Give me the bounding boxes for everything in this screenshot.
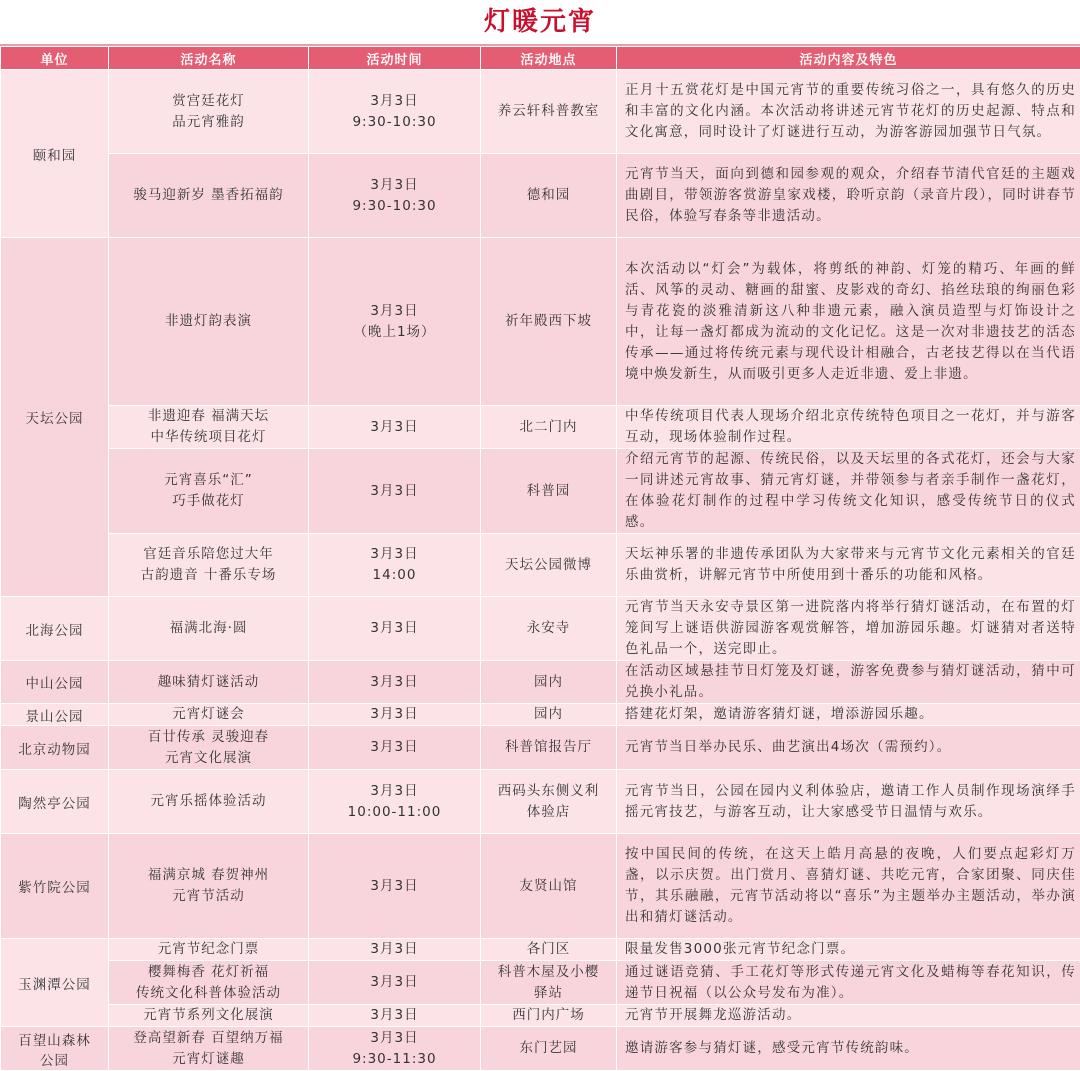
activity-name: 元宵乐摇体验活动 (109, 770, 309, 834)
activity-place: 德和园 (481, 154, 617, 238)
activity-place: 友贤山馆 (481, 834, 617, 939)
table-header-row (1, 47, 1080, 70)
unit-cell: 颐和园 (1, 70, 109, 238)
table-row (1, 961, 1080, 1005)
activity-time: 3月3日 10:00-11:00 (309, 770, 481, 834)
activity-name: 福满京城 春贺神州 元宵节活动 (109, 834, 309, 939)
table-row (1, 939, 1080, 961)
activity-name: 赏宫廷花灯 品元宵雅韵 (109, 70, 309, 154)
activity-desc: 按中国民间的传统，在这天上皓月高悬的夜晚，人们要点起彩灯万盏，以示庆贺。出门赏月、喜猜灯谜、共吃元宵，合家团聚、同庆佳节，其乐融融，元宵节活动将以“喜乐”为主题举办主题活动，举办演出和猜灯谜活动。 (617, 834, 1080, 939)
table-row (1, 406, 1080, 449)
activity-time: 3月3日 (309, 449, 481, 534)
header-activity-place: 活动地点 (481, 47, 617, 70)
activity-place: 各门区 (481, 939, 617, 961)
header-activity-time: 活动时间 (309, 47, 481, 70)
unit-cell: 北海公园 (1, 597, 109, 661)
activity-place: 西门内广场 (481, 1005, 617, 1027)
activity-desc: 通过谜语竞猜、手工花灯等形式传递元宵文化及蜡梅等春花知识，传递节日祝福（以公众号发布为准）。 (617, 961, 1080, 1005)
activity-name: 非遗迎春 福满天坛 中华传统项目花灯 (109, 406, 309, 449)
activity-time: 3月3日 9:30-11:30 (309, 1027, 481, 1071)
activity-desc: 元宵节当天永安寺景区第一进院落内将举行猜灯谜活动，在布置的灯笼间写上谜语供游园游客观赏解答，增加游园乐趣。灯谜猜对者送特色礼品一个，送完即止。 (617, 597, 1080, 661)
activity-place: 天坛公园微博 (481, 534, 617, 597)
activity-time: 3月3日 (309, 406, 481, 449)
header-activity-content: 活动内容及特色 (617, 47, 1080, 70)
activity-place: 祈年殿西下坡 (481, 238, 617, 406)
table-row (1, 1005, 1080, 1027)
unit-cell: 北京动物园 (1, 726, 109, 770)
unit-cell: 中山公园 (1, 661, 109, 704)
activity-name: 骏马迎新岁 墨香拓福韵 (109, 154, 309, 238)
activity-desc: 元宵节开展舞龙巡游活动。 (617, 1005, 1080, 1027)
activity-name: 非遗灯韵表演 (109, 238, 309, 406)
table-row (1, 534, 1080, 597)
activity-time: 3月3日 9:30-10:30 (309, 154, 481, 238)
activity-time: 3月3日 (309, 726, 481, 770)
activity-time: 3月3日 14:00 (309, 534, 481, 597)
activity-place: 永安寺 (481, 597, 617, 661)
activity-time: 3月3日 (309, 1005, 481, 1027)
table-row (1, 661, 1080, 704)
activity-place: 园内 (481, 704, 617, 726)
activity-desc: 天坛神乐署的非遗传承团队为大家带来与元宵节文化元素相关的官廷乐曲赏析，讲解元宵节中所使用到十番乐的功能和风格。 (617, 534, 1080, 597)
activity-time: 3月3日 (309, 661, 481, 704)
activity-name: 官廷音乐陪您过大年 古韵遗音 十番乐专场 (109, 534, 309, 597)
activity-place: 园内 (481, 661, 617, 704)
activity-time: 3月3日 (309, 597, 481, 661)
unit-cell: 紫竹院公园 (1, 834, 109, 939)
header-unit: 单位 (1, 47, 109, 70)
activity-name: 趣味猜灯谜活动 (109, 661, 309, 704)
activity-time: 3月3日 (309, 834, 481, 939)
activity-name: 登高望新春 百望纳万福 元宵灯谜趣 (109, 1027, 309, 1071)
page-title: 灯暖元宵 (0, 0, 1080, 46)
activity-place: 北二门内 (481, 406, 617, 449)
header-activity-name: 活动名称 (109, 47, 309, 70)
table-row (1, 238, 1080, 406)
activity-place: 科普馆报告厅 (481, 726, 617, 770)
activity-desc: 介绍元宵节的起源、传统民俗，以及天坛里的各式花灯，还会与大家一同讲述元宵故事、猜元宵灯谜，并带领参与者亲手制作一盏花灯，在体验花灯制作的过程中学习传统文化知识，感受传统节日的仪式感。 (617, 449, 1080, 534)
activity-place: 科普园 (481, 449, 617, 534)
activity-name: 福满北海·圆 (109, 597, 309, 661)
activity-time: 3月3日 9:30-10:30 (309, 70, 481, 154)
activity-desc: 元宵节当天，面向到德和园参观的观众，介绍春节清代官廷的主题戏曲剧目，带领游客赏游皇家戏楼，聆听京韵（录音片段），同时讲春节民俗，体验写春条等非遗活动。 (617, 154, 1080, 238)
table-row (1, 726, 1080, 770)
activity-time: 3月3日 (309, 961, 481, 1005)
activity-desc: 正月十五赏花灯是中国元宵节的重要传统习俗之一，具有悠久的历史和丰富的文化内涵。本次活动将讲述元宵节花灯的历史起源、特点和文化寓意，同时设计了灯谜进行互动，为游客游园加强节日气氛。 (617, 70, 1080, 154)
unit-cell: 景山公园 (1, 704, 109, 726)
activity-time: 3月3日 (309, 939, 481, 961)
activity-name: 樱舞梅香 花灯祈福 传统文化科普体验活动 (109, 961, 309, 1005)
activity-place: 科普木屋及小樱 驿站 (481, 961, 617, 1005)
table-row (1, 770, 1080, 834)
table-row (1, 1027, 1080, 1071)
activity-desc: 中华传统项目代表人现场介绍北京传统特色项目之一花灯，并与游客互动，现场体验制作过程。 (617, 406, 1080, 449)
activity-time: 3月3日 (309, 704, 481, 726)
table-row (1, 704, 1080, 726)
activity-desc: 邀请游客参与猜灯谜，感受元宵节传统韵味。 (617, 1027, 1080, 1071)
activity-desc: 在活动区域悬挂节日灯笼及灯谜，游客免费参与猜灯谜活动，猜中可兑换小礼品。 (617, 661, 1080, 704)
activity-name: 元宵灯谜会 (109, 704, 309, 726)
table-row (1, 834, 1080, 939)
activity-place: 东门艺园 (481, 1027, 617, 1071)
activity-place: 西码头东侧义利 体验店 (481, 770, 617, 834)
table-row (1, 70, 1080, 154)
activity-desc: 元宵节当日，公园在园内义利体验店，邀请工作人员制作现场演绎手摇元宵技艺，与游客互动，让大家感受节日温情与欢乐。 (617, 770, 1080, 834)
unit-cell: 天坛公园 (1, 238, 109, 597)
activity-desc: 本次活动以“灯会”为载体，将剪纸的神韵、灯笼的精巧、年画的鲜活、风筝的灵动、糖画的甜蜜、皮影戏的奇幻、掐丝珐琅的绚丽色彩与青花瓷的淡雅清新这八种非遗元素，融入演员造型与灯饰设计之中，让每一盏灯都成为流动的文化记忆。这是一次对非遗技艺的活态传承——通过将传统元素与现代设计相融合，古老技艺得以在当代语境中焕发新生，从而吸引更多人走近非遗、爱上非遗。 (617, 238, 1080, 406)
unit-cell: 百望山森林 公园 (1, 1027, 109, 1071)
activity-desc: 元宵节当日举办民乐、曲艺演出4场次（需预约）。 (617, 726, 1080, 770)
activity-name: 百廿传承 灵骏迎春 元宵文化展演 (109, 726, 309, 770)
activity-name: 元宵节系列文化展演 (109, 1005, 309, 1027)
activity-desc: 搭建花灯架，邀请游客猜灯谜，增添游园乐趣。 (617, 704, 1080, 726)
activity-name: 元宵喜乐“汇” 巧手做花灯 (109, 449, 309, 534)
unit-cell: 陶然亭公园 (1, 770, 109, 834)
table-row (1, 154, 1080, 238)
table-row (1, 449, 1080, 534)
table-row (1, 597, 1080, 661)
events-table (0, 46, 1080, 1071)
activity-place: 养云轩科普教室 (481, 70, 617, 154)
activity-name: 元宵节纪念门票 (109, 939, 309, 961)
activity-time: 3月3日 （晚上1场） (309, 238, 481, 406)
unit-cell: 玉渊潭公园 (1, 939, 109, 1027)
activity-desc: 限量发售3000张元宵节纪念门票。 (617, 939, 1080, 961)
